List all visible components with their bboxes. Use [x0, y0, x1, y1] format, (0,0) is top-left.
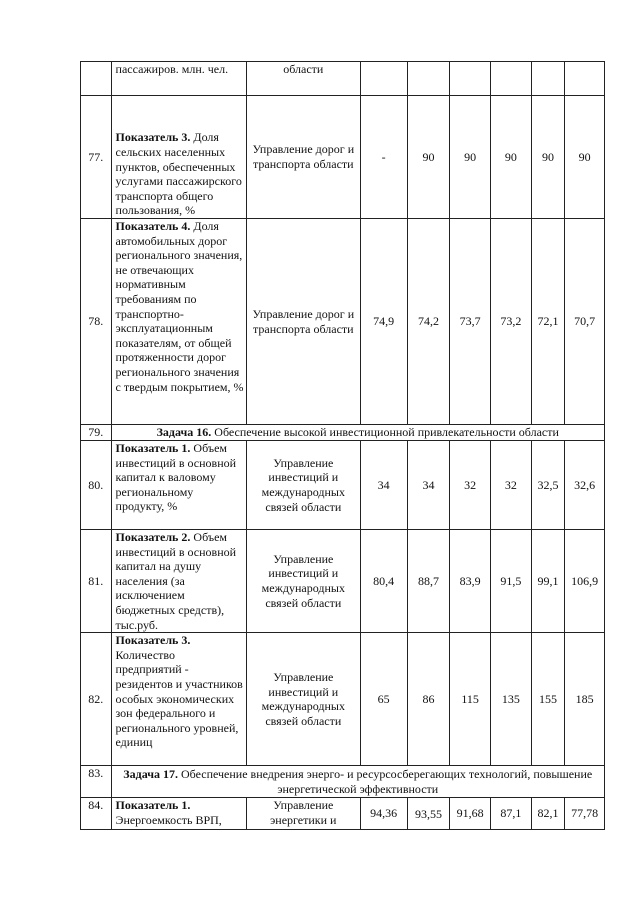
value-cell: 90	[531, 96, 565, 219]
value-cell: 74,9	[360, 219, 407, 425]
responsible-org: Управление дорог и транспорта области	[246, 96, 360, 219]
indicator-text: Объем инвестиций в основной капитал на душу населения (за исключением бюджетных средств), тыс.руб.	[115, 530, 237, 632]
value-cell: 90	[450, 96, 491, 219]
indicator-text: пассажиров. млн. чел.	[115, 62, 229, 76]
value-cell: 91,68	[450, 798, 491, 830]
table-row	[81, 530, 605, 633]
value-cell: 34	[360, 441, 407, 530]
task-bold: Задача 16.	[156, 425, 212, 440]
responsible-org: Управление инвестиций и международных связей области	[246, 441, 360, 530]
value-cell	[531, 62, 565, 96]
indicator-cell	[111, 96, 246, 219]
value-cell	[360, 62, 407, 96]
value-cell: 90	[565, 96, 605, 219]
table-row	[81, 633, 605, 766]
value-cell: 70,7	[565, 219, 605, 425]
row-number	[81, 62, 112, 96]
table-row	[81, 62, 605, 96]
indicator-bold: Показатель 3.	[115, 130, 191, 145]
indicator-text: Доля сельских населенных пунктов, обеспеченных услугами пассажирского транспорта общего пользования, %	[115, 130, 242, 218]
value-cell: 99,1	[531, 530, 565, 633]
value-cell	[450, 62, 491, 96]
value-cell: 72,1	[531, 219, 565, 425]
value-cell: 73,7	[450, 219, 491, 425]
value-cell: 73,2	[490, 219, 531, 425]
value-cell	[490, 62, 531, 96]
table-row	[81, 96, 605, 219]
indicator-text: Энергоемкость ВРП,	[115, 812, 222, 827]
responsible-org: области	[246, 62, 360, 96]
indicator-bold: Показатель 4.	[115, 219, 191, 233]
value-cell: 115	[450, 633, 491, 766]
value-cell: 32	[450, 441, 491, 530]
indicators-table	[80, 61, 605, 830]
task-heading	[111, 766, 604, 798]
value-cell: 65	[360, 633, 407, 766]
row-number: 81.	[81, 530, 112, 633]
task-row	[81, 425, 605, 441]
value-cell: 90	[490, 96, 531, 219]
responsible-org: Управление инвестиций и международных связей области	[246, 633, 360, 766]
task-row	[81, 766, 605, 798]
row-number: 79.	[81, 425, 112, 441]
row-number: 83.	[81, 766, 112, 798]
task-text: Обеспечение высокой инвестиционной привлекательности области	[211, 425, 559, 440]
indicator-bold: Показатель 1.	[115, 441, 191, 455]
indicator-bold: Показатель 2.	[115, 530, 191, 544]
value-cell: 106,9	[565, 530, 605, 633]
value-cell: 80,4	[360, 530, 407, 633]
value-cell: 83,9	[450, 530, 491, 633]
value-cell: 77,78	[565, 798, 605, 830]
indicator-cell	[111, 530, 246, 633]
row-number: 77.	[81, 96, 112, 219]
indicator-bold: Показатель 3.	[115, 633, 191, 648]
responsible-org: Управление дорог и транспорта области	[246, 219, 360, 425]
value-cell	[407, 62, 450, 96]
value-cell: 32,5	[531, 441, 565, 530]
table-row	[81, 441, 605, 530]
value-cell: 135	[490, 633, 531, 766]
value-cell	[565, 62, 605, 96]
value-cell: 82,1	[531, 798, 565, 830]
indicator-cell	[111, 633, 246, 766]
indicator-text: Объем инвестиций в основной капитал к валовому региональному продукту, %	[115, 441, 237, 514]
responsible-org: Управление инвестиций и международных связей области	[246, 530, 360, 633]
task-heading	[111, 425, 604, 441]
value-cell: 74,2	[407, 219, 450, 425]
row-number: 80.	[81, 441, 112, 530]
value-cell: 94,36	[360, 798, 407, 830]
task-text: Обеспечение внедрения энерго- и ресурсосберегающих технологий, повышение энергетической эффективности	[178, 767, 593, 796]
value-cell: 155	[531, 633, 565, 766]
value-cell: -	[360, 96, 407, 219]
value-cell: 34	[407, 441, 450, 530]
indicator-cell	[111, 219, 246, 425]
row-number: 78.	[81, 219, 112, 425]
indicator-cell	[111, 441, 246, 530]
indicator-cell	[111, 62, 246, 96]
table-row	[81, 798, 605, 830]
indicator-cell	[111, 798, 246, 830]
value-cell: 93,55	[407, 798, 450, 830]
value-cell: 32,6	[565, 441, 605, 530]
row-number: 82.	[81, 633, 112, 766]
responsible-org: Управление энергетики и	[246, 798, 360, 830]
indicator-bold: Показатель 1.	[115, 798, 191, 813]
value-cell: 90	[407, 96, 450, 219]
indicator-text: Количество предприятий - резидентов и участников особых экономических зон федерального и регионального уровней, единиц	[115, 647, 243, 750]
value-cell: 91,5	[490, 530, 531, 633]
value-cell: 86	[407, 633, 450, 766]
value-cell: 88,7	[407, 530, 450, 633]
table-row	[81, 219, 605, 425]
indicator-text: Доля автомобильных дорог регионального значения, не отвечающих нормативным требованиям по транспортно-эксплуатационным показателям, от общей протяженности дорог регионального значения с твердым покрытием, %	[115, 219, 244, 394]
value-cell: 185	[565, 633, 605, 766]
task-bold: Задача 17.	[123, 767, 178, 782]
row-number: 84.	[81, 798, 112, 830]
value-cell: 32	[490, 441, 531, 530]
value-cell: 87,1	[490, 798, 531, 830]
